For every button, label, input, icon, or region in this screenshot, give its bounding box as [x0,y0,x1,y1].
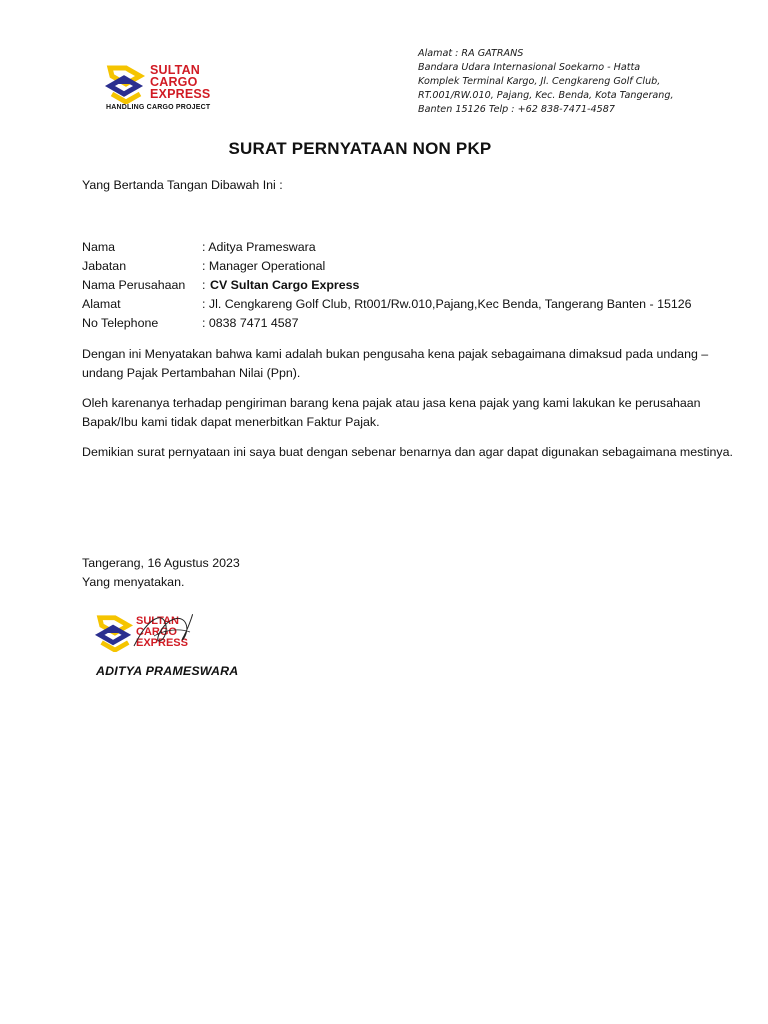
detail-label: Nama [82,240,116,254]
detail-separator: : [202,278,206,292]
logo-wordmark [150,64,210,100]
logo-tagline: HANDLING CARGO PROJECT [106,104,211,111]
company-logo [104,62,234,114]
logo-line-2: CARGO [150,75,198,89]
closing-paragraph: Demikian surat pernyataan ini saya buat dengan sebenar benarnya dan agar dapat digunakan sebagaimana mestinya. [82,445,733,459]
signer-name: ADITYA PRAMESWARA [96,664,239,678]
detail-value: : Manager Operational [202,259,326,273]
detail-row-telephone [82,314,692,333]
detail-value: : Jl. Cengkareng Golf Club, Rt001/Rw.010,Pajang,Kec Benda, Tangerang Banten - 15126 [202,297,692,311]
detail-value: : Aditya Prameswara [202,240,316,254]
detail-label: Alamat [82,297,121,311]
intro-text: Yang Bertanda Tangan Dibawah Ini : [82,178,283,192]
signer-details [82,238,692,333]
detail-label: Nama Perusahaan [82,278,186,292]
detail-value: CV Sultan Cargo Express [210,278,360,292]
detail-label: No Telephone [82,316,159,330]
logo-emblem-icon [104,64,146,104]
detail-label: Jabatan [82,259,127,273]
place-date: Tangerang, 16 Agustus 2023 [82,556,240,570]
address-line: Alamat : RA GATRANS [418,48,524,59]
detail-row-nama [82,238,692,257]
detail-row-jabatan [82,257,692,276]
stamp-line-1: SULTAN [136,615,179,627]
address-line: Banten 15126 Telp : +62 838-7471-4587 [418,104,615,115]
detail-row-perusahaan [82,276,692,295]
detail-value: : 0838 7471 4587 [202,316,299,330]
handwritten-signature-icon [94,606,254,666]
tax-invoice-paragraph: Oleh karenanya terhadap pengiriman barang kena pajak atau jasa kena pajak yang kami lakukan ke perusahaan Bapak/Ibu kami tidak dapat menerbitkan Faktur Pajak. [82,396,701,429]
statement-paragraph: Dengan ini Menyatakan bahwa kami adalah bukan pengusaha kena pajak sebagaimana dimaksud pada undang – undang Pajak Pertambahan Nilai (Ppn). [82,347,709,380]
document-title: SURAT PERNYATAAN NON PKP [228,139,492,158]
stamp-line-3: EXPRESS [136,637,188,649]
closing-statement: Yang menyatakan. [82,575,185,589]
address-line: Komplek Terminal Kargo, Jl. Cengkareng Golf Club, [418,76,661,87]
logo-line-3: EXPRESS [150,87,211,101]
stamp-line-2: CARGO [136,626,177,638]
address-line: RT.001/RW.010, Pajang, Kec. Benda, Kota Tangerang, [418,90,674,101]
company-address [418,47,748,117]
address-line: Bandara Udara Internasional Soekarno - Hatta [418,62,641,73]
detail-row-alamat [82,295,692,314]
logo-line-1: SULTAN [150,63,201,77]
